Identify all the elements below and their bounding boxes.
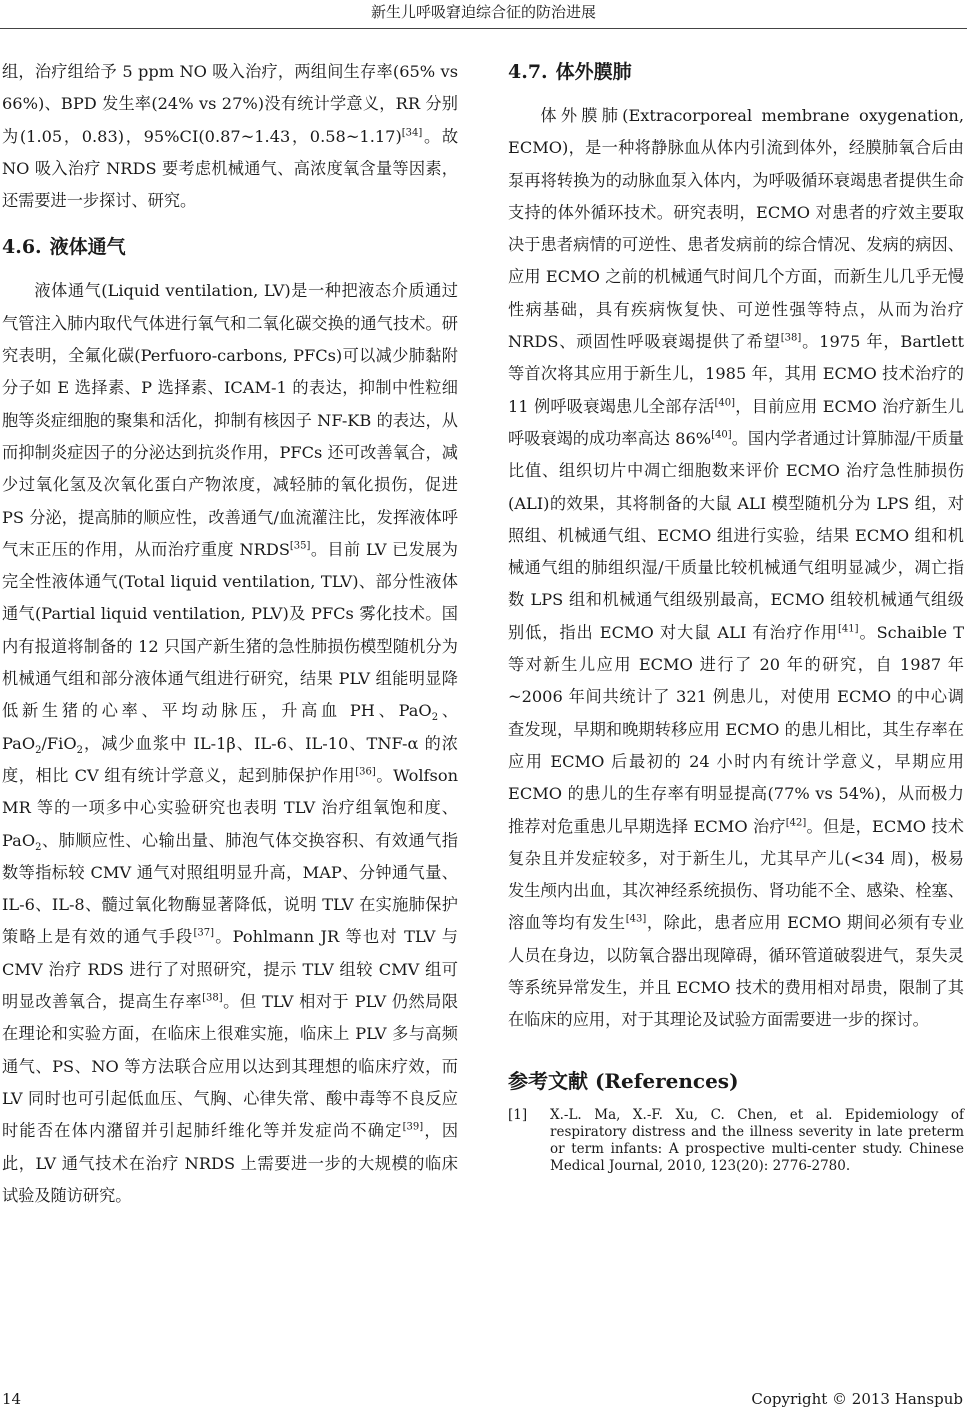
- running-header: 新生儿呼吸窘迫综合征的防治进展: [370, 3, 596, 21]
- citation[interactable]: [35]: [289, 540, 311, 552]
- citation[interactable]: [43]: [625, 914, 647, 926]
- citation[interactable]: [41]: [837, 623, 859, 635]
- header-rule: [0, 28, 967, 29]
- paragraph-ecmo: 体外膜肺(Extracorporeal membrane oxygenation, ECMO)，是一种将静脉血从体内引流到体外，经膜肺氧合后由泵再将转换为的动脉血泵入体内，为呼吸循环衰竭患者提供生命支持的体外循环技术。研究表明，ECMO 对患者的疗效主要取决于患者病情的可逆性、患者发病前的综合情况、发病的病因、应用 ECMO 之前的机械通气时间几个方面，而新生儿几乎无慢性病基础，具有疾病恢复快、可逆性强等特点，从而为治疗 NRDS、顽固性呼吸衰竭提供了希望[38]。1975 年，Bartlett 等首次将其应用于新生儿，1985 年，其用 ECMO 技术治疗的 11 例呼吸衰竭患儿全部存活[40]，目前应用 ECMO 治疗新生儿呼吸衰竭的成功率高达 86%[40]。国内学者通过计算肺湿/干质量比值、组织切片中凋亡细胞数来评价 ECMO 治疗急性肺损伤(ALI)的效果，其将制备的大鼠 ALI 模型随机分为 LPS 组，对照组、机械通气组、ECMO 组进行实验，结果 ECMO 组和机械通气组的肺组织湿/干质量比较机械通气组明显减少，凋亡指数 LPS 组和机械通气组级别最高，ECMO 组较机械通气组级别低，指出 ECMO 对大鼠 ALI 有治疗作用[41]。Schaible T 等对新生儿应用 ECMO 进行了 20 年的研究，自 1987 年~2006 年间共统计了 321 例患儿，对使用 ECMO 的中心调查发现，早期和晚期转移应用 ECMO 的患儿相比，其生存率在应用 ECMO 后最初的 24 小时内有统计学意义，早期应用 ECMO 的患儿的生存率有明显提高(77% vs 54%)，从而极力推荐对危重患儿早期选择 ECMO 治疗[42]。但是，ECMO 技术复杂且并发症较多，对于新生儿，尤其早产儿(<34 周)，极易发生颅内出血，其次神经系统损伤、肾功能不全、感染、栓塞、溶血等均有发生[43]，除此，患者应用 ECMO 期间必须有专业人员在身边，以防氧合器出现障碍，循环管道破裂进气，泵失灵等系统异常发生，并且 ECMO 技术的费用相对昂贵，限制了其在临床的应用，对于其理论及试验方面需要进一步的探讨。: [508, 106, 965, 1030]
- references-heading: 参考文献 (References): [508, 1068, 739, 1093]
- reference-text: X.-L. Ma, X.-F. Xu, C. Chen, et al. Epidemiology of respiratory distress and the illness severity in late preterm or term infants: A prospective multi-center study. Chinese Medical Journal, 2010, 123(20): 2776-2780.: [550, 1106, 964, 1174]
- citation[interactable]: [36]: [355, 766, 376, 778]
- right-column: [508, 56, 964, 1175]
- citation[interactable]: [40]: [714, 397, 736, 409]
- paragraph-liquid-ventilation: 液体通气(Liquid ventilation, LV)是一种把液态介质通过气管注入肺内取代气体进行氧气和二氧化碳交换的通气技术。研究表明，全氟化碳(Perfuoro-carbons, PFCs)可以减少肺黏附分子如 E 选择素、P 选择素、ICAM-1 的表达，抑制中性粒细胞等炎症细胞的聚集和活化，抑制有核因子 NF-KB 的表达，从而抑制炎症因子的分泌达到抗炎作用，PFCs 还可改善氧合，减少过氧化氢及次氧化蛋白产物浓度，减轻肺的氧化损伤，促进 PS 分泌，提高肺的顺应性，改善通气/血流灌注比，发挥液体呼气末正压的作用，从而治疗重度 NRDS[35]。目前 LV 已发展为完全性液体通气(Total liquid ventilation, TLV)、部分性液体通气(Partial liquid ventilation, PLV)及 PFCs 雾化技术。国内有报道将制备的 12 只国产新生猪的急性肺损伤模型随机分为机械通气组和部分液体通气组进行研究，结果 PLV 组能明显降低新生猪的心率、平均动脉压，升高血 PH、PaO$_2$、PaO$_2$/FiO$_2$，减少血浆中 IL-1β、IL-6、IL-10、TNF-α 的浓度，相比 CV 组有统计学意义，起到肺保护作用[36]。Wolfson MR 等的一项多中心实验研究也表明 TLV 治疗组氧饱和度、PaO$_2$、肺顺应性、心输出量、肺泡气体交换容积、有效通气指数等指标较 CMV 通气对照组明显升高，MAP、分钟通气量、IL-6、IL-8、髓过氧化物酶显著降低，说明 TLV 在实施肺保护策略上是有效的通气手段[37]。Pohlmann JR 等也对 TLV 与 CMV 治疗 RDS 进行了对照研究，提示 TLV 组较 CMV 组可明显改善氧合，提高生存率[38]。但 TLV 相对于 PLV 仍然局限在理论和实验方面，在临床上很难实施，临床上 PLV 多与高频通气、PS、NO 等方法联合应用以达到其理想的临床疗效，而 LV 同时也可引起低血压、气胸、心律失常、酸中毒等不良反应时能否在体内潴留并引起肺纤维化等并发症尚不确定[39]，因此，LV 通气技术在治疗 NRDS 上需要进一步的大规模的临床试验及随访研究。: [2, 281, 459, 1205]
- citation[interactable]: [34]: [401, 127, 423, 139]
- citation[interactable]: [42]: [785, 817, 807, 829]
- citation[interactable]: [38]: [202, 992, 223, 1004]
- citation[interactable]: [40]: [711, 429, 732, 441]
- page-number: 14: [2, 1390, 22, 1408]
- reference-item: [508, 1107, 964, 1175]
- copyright: Copyright © 2013 Hanspub: [751, 1390, 963, 1408]
- citation[interactable]: [38]: [780, 332, 802, 344]
- paragraph-intro: 组，治疗组给予 5 ppm NO 吸入治疗，两组间生存率(65% vs 66%)、BPD 发生率(24% vs 27%)没有统计学意义，RR 分别为(1.05，0.83)，95%CI(0.87~1.43，0.58~1.17)[34]。故 NO 吸入治疗 NRDS 要考虑机械通气、高浓度氧含量等因素，还需要进一步探讨、研究。: [2, 62, 459, 211]
- reference-number: [1]: [508, 1106, 528, 1123]
- citation[interactable]: [39]: [402, 1121, 424, 1133]
- left-column: [2, 56, 458, 1212]
- citation[interactable]: [37]: [193, 928, 215, 940]
- section-heading-4-6: 4.6. 液体通气: [2, 236, 126, 259]
- section-heading-4-7: 4.7. 体外膜肺: [508, 61, 632, 83]
